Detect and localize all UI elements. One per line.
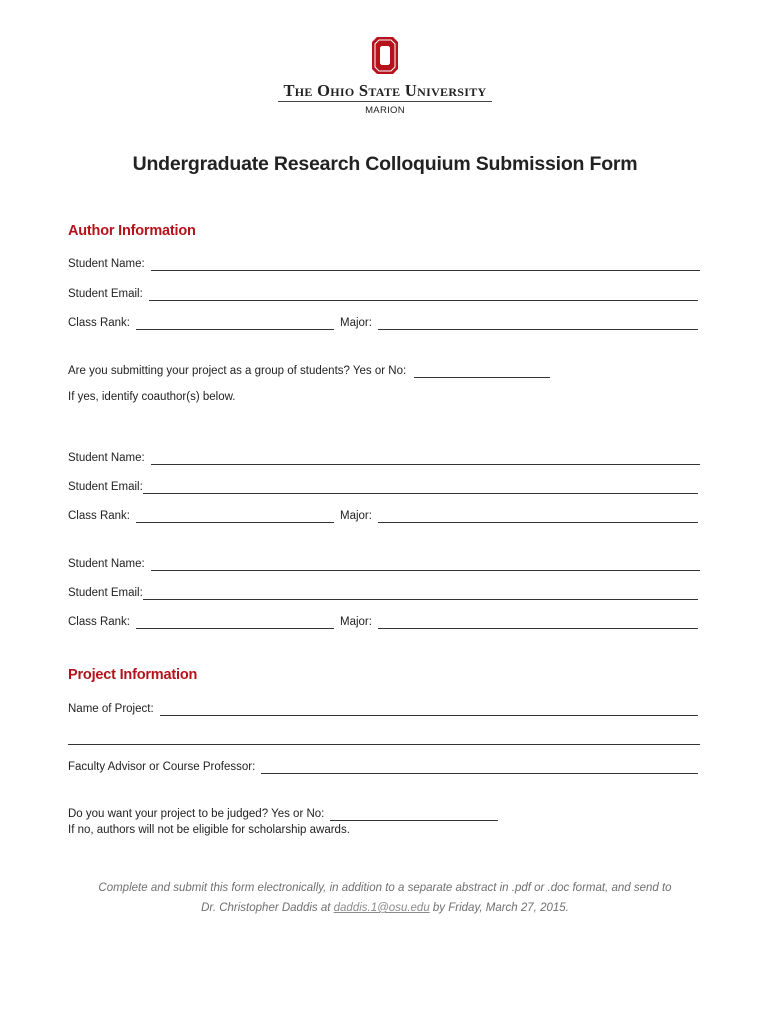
coauthor-2-name-row	[68, 554, 700, 571]
coauthor-1-name-field[interactable]	[151, 452, 700, 465]
group-answer-field[interactable]	[414, 365, 550, 378]
footer-instructions-line2	[0, 902, 770, 914]
coauthor-2-major-label: Major:	[340, 616, 372, 628]
header-divider	[278, 101, 492, 102]
author-information-heading: Author Information	[68, 223, 196, 239]
coauthor-2-name-label: Student Name:	[68, 558, 145, 570]
coauthor-2-email-field[interactable]	[143, 587, 698, 600]
coauthor-1-name-label: Student Name:	[68, 452, 145, 464]
group-question-label: Are you submitting your project as a group of students? Yes or No:	[68, 365, 407, 377]
coauthor-1-rank-row	[68, 506, 698, 523]
coauthor-2-email-row	[68, 583, 698, 600]
student-name-label: Student Name:	[68, 258, 145, 270]
class-rank-label: Class Rank:	[68, 317, 130, 329]
student-email-label: Student Email:	[68, 288, 143, 300]
advisor-label: Faculty Advisor or Course Professor:	[68, 761, 256, 773]
coauthor-2-rank-row	[68, 612, 698, 629]
footer-instructions-line1: Complete and submit this form electronically, in addition to a separate abstract in .pdf or .doc format, and send to	[98, 882, 672, 894]
class-rank-field[interactable]	[136, 317, 334, 330]
judged-answer-field[interactable]	[330, 808, 498, 821]
judged-note: If no, authors will not be eligible for scholarship awards.	[68, 824, 350, 836]
project-name-field[interactable]	[160, 703, 698, 716]
project-name-row	[68, 699, 698, 716]
coauthor-1-major-label: Major:	[340, 510, 372, 522]
coauthor-1-email-label: Student Email:	[68, 481, 143, 493]
coauthor-2-email-label: Student Email:	[68, 587, 143, 599]
coauthor-2-rank-label: Class Rank:	[68, 616, 130, 628]
coauthor-1-rank-field[interactable]	[136, 510, 334, 523]
form-title: Undergraduate Research Colloquium Submission Form	[132, 153, 638, 175]
major-label: Major:	[340, 317, 372, 329]
project-information-heading: Project Information	[68, 667, 198, 683]
footer-line2-prefix: Dr. Christopher Daddis at	[201, 902, 334, 914]
student-email-row	[68, 284, 698, 301]
coauthor-1-name-row	[68, 448, 700, 465]
coauthor-1-major-field[interactable]	[378, 510, 698, 523]
coauthor-2-rank-field[interactable]	[136, 616, 334, 629]
student-email-field[interactable]	[149, 288, 698, 301]
footer-line2-suffix: by Friday, March 27, 2015.	[429, 902, 569, 914]
group-question-row	[68, 361, 558, 378]
project-name-continuation-field[interactable]	[68, 732, 700, 745]
advisor-row	[68, 757, 698, 774]
student-name-field[interactable]	[151, 258, 700, 271]
coauthor-2-major-field[interactable]	[378, 616, 698, 629]
major-field[interactable]	[378, 317, 698, 330]
project-name-label: Name of Project:	[68, 703, 154, 715]
judged-question-label: Do you want your project to be judged? Yes or No:	[68, 808, 325, 820]
coauthor-1-email-row	[68, 477, 698, 494]
advisor-field[interactable]	[261, 761, 698, 774]
coauthor-note: If yes, identify coauthor(s) below.	[68, 391, 236, 403]
judged-question-row	[68, 804, 508, 821]
project-name-continuation-row	[68, 728, 700, 745]
university-name: The Ohio State University	[283, 81, 487, 100]
coauthor-2-name-field[interactable]	[151, 558, 700, 571]
contact-email-link[interactable]: daddis.1@osu.edu	[333, 902, 430, 914]
coauthor-1-rank-label: Class Rank:	[68, 510, 130, 522]
campus-name: MARION	[365, 105, 405, 116]
coauthor-1-email-field[interactable]	[143, 481, 698, 494]
class-rank-row	[68, 313, 698, 330]
osu-block-o-logo	[372, 37, 398, 74]
student-name-row	[68, 254, 700, 271]
